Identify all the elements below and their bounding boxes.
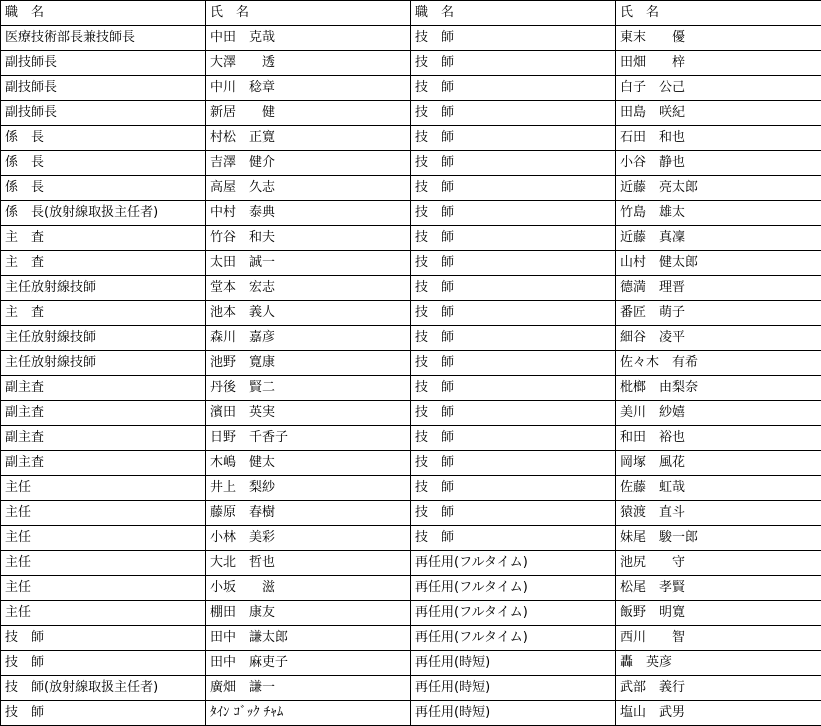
table-row	[1, 176, 821, 201]
cell-name-left: 丹後 賢二	[206, 376, 411, 401]
cell-position-right: 技 師	[411, 76, 616, 101]
cell-name-left: 堂本 宏志	[206, 276, 411, 301]
cell-position-left: 係 長	[1, 151, 206, 176]
cell-name-right: 西川 智	[616, 626, 821, 651]
cell-position-right: 技 師	[411, 526, 616, 551]
cell-position-right: 技 師	[411, 26, 616, 51]
cell-position-left: 副主査	[1, 451, 206, 476]
cell-position-right: 技 師	[411, 401, 616, 426]
cell-position-left: 技 師	[1, 651, 206, 676]
cell-name-right: 轟 英彦	[616, 651, 821, 676]
cell-name-left: 森川 嘉彦	[206, 326, 411, 351]
header-position-left: 職 名	[1, 1, 206, 26]
cell-name-left: 廣畑 謙一	[206, 676, 411, 701]
table-row	[1, 426, 821, 451]
cell-name-left: 中村 泰典	[206, 201, 411, 226]
cell-name-right: 岡塚 風花	[616, 451, 821, 476]
cell-position-right: 再任用(時短)	[411, 676, 616, 701]
cell-name-right: 山村 健太郎	[616, 251, 821, 276]
cell-position-right: 技 師	[411, 451, 616, 476]
cell-position-left: 副技師長	[1, 51, 206, 76]
header-name-right: 氏 名	[616, 1, 821, 26]
table-row	[1, 351, 821, 376]
cell-position-left: 技 師(放射線取扱主任者)	[1, 676, 206, 701]
cell-name-right: 松尾 孝賢	[616, 576, 821, 601]
cell-name-right: 武部 義行	[616, 676, 821, 701]
table-row	[1, 301, 821, 326]
cell-position-right: 再任用(フルタイム)	[411, 601, 616, 626]
cell-position-left: 係 長	[1, 126, 206, 151]
cell-position-left: 係 長	[1, 176, 206, 201]
cell-name-left: 中田 克哉	[206, 26, 411, 51]
cell-position-left: 主任放射線技師	[1, 351, 206, 376]
table-row	[1, 526, 821, 551]
cell-name-right: 妹尾 駿一郎	[616, 526, 821, 551]
cell-name-left: 吉澤 健介	[206, 151, 411, 176]
cell-position-left: 主 査	[1, 226, 206, 251]
table-row	[1, 276, 821, 301]
cell-position-left: 主任放射線技師	[1, 276, 206, 301]
cell-name-left: 田中 謙太郎	[206, 626, 411, 651]
cell-name-right: 德満 理晋	[616, 276, 821, 301]
cell-position-left: 技 師	[1, 701, 206, 726]
table-row	[1, 701, 821, 726]
table-row	[1, 401, 821, 426]
cell-position-left: 副主査	[1, 401, 206, 426]
table-row	[1, 576, 821, 601]
table-row	[1, 226, 821, 251]
cell-position-right: 再任用(時短)	[411, 651, 616, 676]
cell-position-right: 再任用(時短)	[411, 701, 616, 726]
cell-name-left: 大北 哲也	[206, 551, 411, 576]
cell-position-left: 主任放射線技師	[1, 326, 206, 351]
table-row	[1, 476, 821, 501]
cell-position-left: 主任	[1, 576, 206, 601]
cell-position-right: 技 師	[411, 101, 616, 126]
cell-position-right: 再任用(フルタイム)	[411, 551, 616, 576]
header-position-right: 職 名	[411, 1, 616, 26]
cell-name-right: 佐々木 有希	[616, 351, 821, 376]
cell-name-right: 東末 優	[616, 26, 821, 51]
cell-position-left: 主任	[1, 476, 206, 501]
cell-position-right: 技 師	[411, 176, 616, 201]
cell-position-right: 技 師	[411, 151, 616, 176]
cell-name-right: 佐藤 虹哉	[616, 476, 821, 501]
cell-name-right: 塩山 武男	[616, 701, 821, 726]
table-row	[1, 51, 821, 76]
cell-position-left: 副主査	[1, 376, 206, 401]
table-row	[1, 676, 821, 701]
table-row	[1, 126, 821, 151]
cell-name-left: 小林 美彩	[206, 526, 411, 551]
table-row	[1, 26, 821, 51]
cell-name-right: 白子 公己	[616, 76, 821, 101]
table-row	[1, 326, 821, 351]
cell-position-right: 再任用(フルタイム)	[411, 576, 616, 601]
cell-position-left: 主 査	[1, 251, 206, 276]
cell-name-left: 木嶋 健太	[206, 451, 411, 476]
cell-position-left: 係 長(放射線取扱主任者)	[1, 201, 206, 226]
cell-name-left: 濱田 英実	[206, 401, 411, 426]
cell-name-right: 近藤 真凜	[616, 226, 821, 251]
cell-name-left: 新居 健	[206, 101, 411, 126]
cell-position-right: 技 師	[411, 426, 616, 451]
cell-name-left: 竹谷 和夫	[206, 226, 411, 251]
table-row	[1, 601, 821, 626]
cell-name-right: 細谷 凌平	[616, 326, 821, 351]
cell-position-left: 副主査	[1, 426, 206, 451]
cell-name-left: 大澤 透	[206, 51, 411, 76]
cell-name-left: 中川 稔章	[206, 76, 411, 101]
cell-name-left: 村松 正寛	[206, 126, 411, 151]
cell-position-right: 技 師	[411, 301, 616, 326]
table-row	[1, 501, 821, 526]
cell-position-left: 主任	[1, 501, 206, 526]
cell-position-right: 技 師	[411, 276, 616, 301]
cell-name-left: ﾀｲﾝ ｺﾞｯｸ ﾁｬﾑ	[206, 701, 411, 726]
header-row	[1, 1, 821, 26]
cell-name-left: 高屋 久志	[206, 176, 411, 201]
header-name-left: 氏 名	[206, 1, 411, 26]
cell-name-left: 棚田 康友	[206, 601, 411, 626]
cell-position-right: 技 師	[411, 501, 616, 526]
table-row	[1, 101, 821, 126]
table-row	[1, 151, 821, 176]
cell-name-right: 枇榔 由梨奈	[616, 376, 821, 401]
cell-name-left: 田中 麻吏子	[206, 651, 411, 676]
cell-position-right: 技 師	[411, 201, 616, 226]
table-row	[1, 451, 821, 476]
cell-name-right: 和田 裕也	[616, 426, 821, 451]
cell-position-right: 技 師	[411, 476, 616, 501]
cell-position-left: 主任	[1, 601, 206, 626]
cell-name-left: 池本 義人	[206, 301, 411, 326]
cell-position-right: 技 師	[411, 126, 616, 151]
cell-name-right: 石田 和也	[616, 126, 821, 151]
table-row	[1, 76, 821, 101]
table-row	[1, 376, 821, 401]
table-row	[1, 626, 821, 651]
table-row	[1, 651, 821, 676]
cell-position-left: 副技師長	[1, 101, 206, 126]
cell-name-right: 小谷 静也	[616, 151, 821, 176]
cell-position-right: 技 師	[411, 376, 616, 401]
cell-position-right: 技 師	[411, 326, 616, 351]
cell-position-right: 再任用(フルタイム)	[411, 626, 616, 651]
table-header	[1, 1, 821, 26]
cell-name-right: 近藤 亮太郎	[616, 176, 821, 201]
cell-position-right: 技 師	[411, 251, 616, 276]
cell-position-right: 技 師	[411, 351, 616, 376]
cell-name-left: 日野 千香子	[206, 426, 411, 451]
cell-name-right: 美川 紗嬉	[616, 401, 821, 426]
cell-name-left: 小坂 滋	[206, 576, 411, 601]
table-row	[1, 201, 821, 226]
cell-position-left: 副技師長	[1, 76, 206, 101]
cell-position-left: 医療技術部長兼技師長	[1, 26, 206, 51]
cell-position-left: 主 査	[1, 301, 206, 326]
cell-position-left: 主任	[1, 526, 206, 551]
cell-position-right: 技 師	[411, 51, 616, 76]
cell-position-left: 主任	[1, 551, 206, 576]
cell-name-right: 番匠 萌子	[616, 301, 821, 326]
cell-name-left: 井上 梨紗	[206, 476, 411, 501]
table-body	[1, 26, 821, 726]
cell-name-left: 太田 誠一	[206, 251, 411, 276]
cell-name-right: 池尻 守	[616, 551, 821, 576]
cell-name-left: 池野 寛康	[206, 351, 411, 376]
table-row	[1, 551, 821, 576]
table-row	[1, 251, 821, 276]
cell-name-right: 竹島 雄太	[616, 201, 821, 226]
cell-name-right: 田島 咲紀	[616, 101, 821, 126]
cell-name-right: 猿渡 直斗	[616, 501, 821, 526]
cell-name-left: 藤原 春樹	[206, 501, 411, 526]
cell-position-left: 技 師	[1, 626, 206, 651]
cell-position-right: 技 師	[411, 226, 616, 251]
cell-name-right: 田畑 梓	[616, 51, 821, 76]
cell-name-right: 飯野 明寛	[616, 601, 821, 626]
